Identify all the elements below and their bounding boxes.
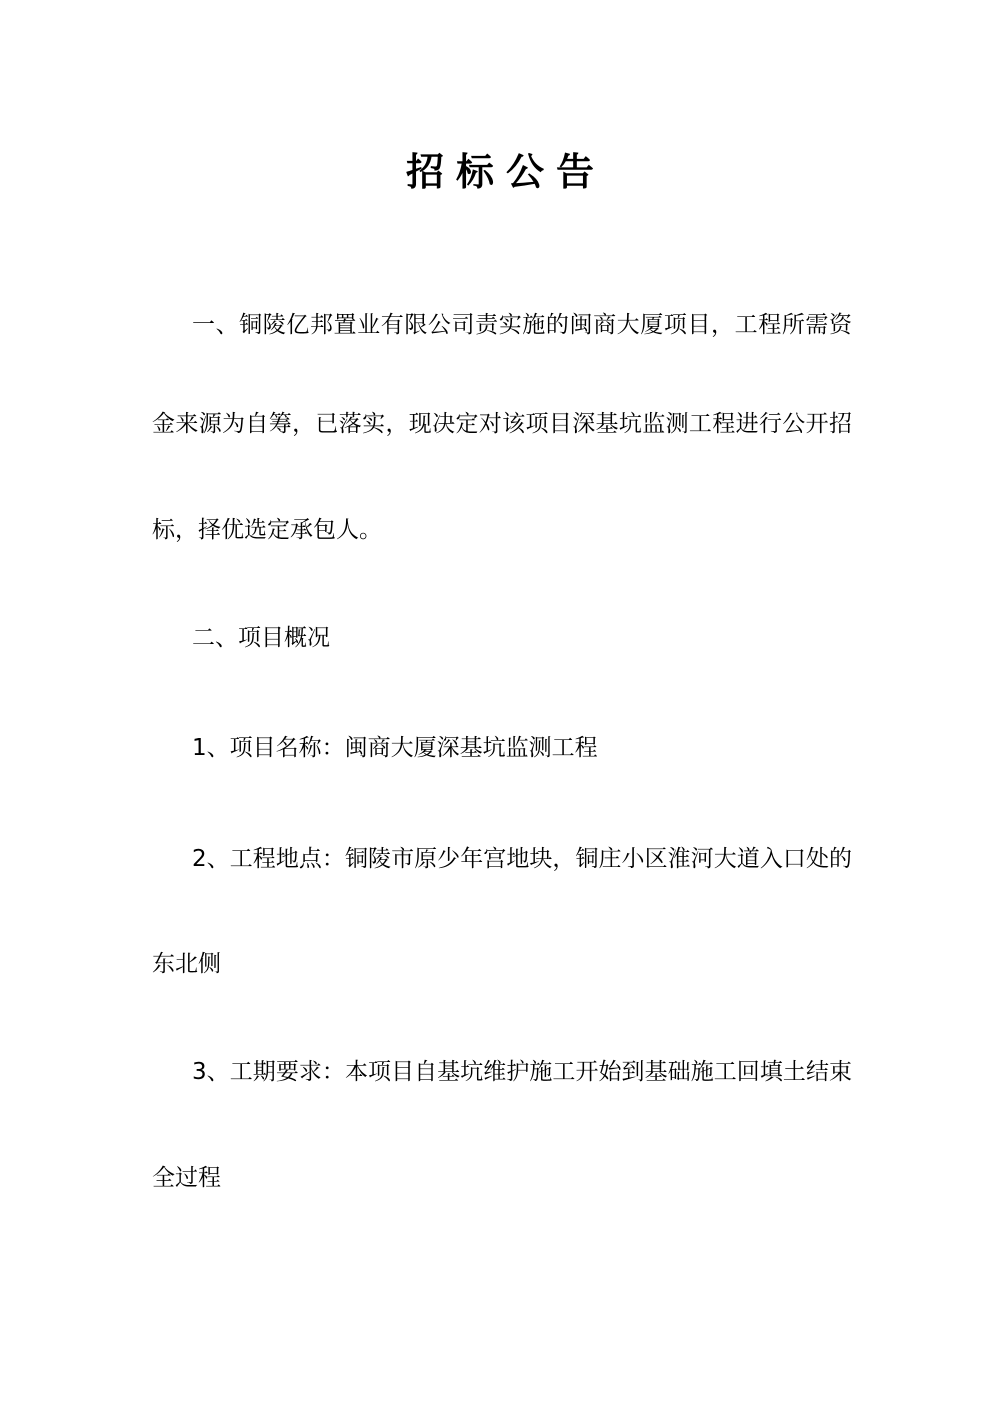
item-project-name: 1、项目名称：闽商大厦深基坑监测工程	[192, 735, 598, 761]
section-heading-project-overview: 二、项目概况	[192, 625, 330, 651]
paragraph-1-line-1: 一、铜陵亿邦置业有限公司责实施的闽商大厦项目，工程所需资	[192, 312, 852, 338]
item-project-location-line-2: 东北侧	[152, 951, 221, 977]
item-schedule-line-2: 全过程	[152, 1165, 221, 1191]
item-project-location-line-1: 2、工程地点：铜陵市原少年宫地块，铜庄小区淮河大道入口处的	[192, 846, 852, 872]
document-title: 招标公告	[405, 150, 606, 194]
paragraph-1-line-2: 金来源为自筹，已落实，现决定对该项目深基坑监测工程进行公开招	[152, 411, 852, 437]
item-schedule-line-1: 3、工期要求：本项目自基坑维护施工开始到基础施工回填土结束	[192, 1059, 852, 1085]
paragraph-1-line-3: 标，择优选定承包人。	[152, 517, 382, 543]
